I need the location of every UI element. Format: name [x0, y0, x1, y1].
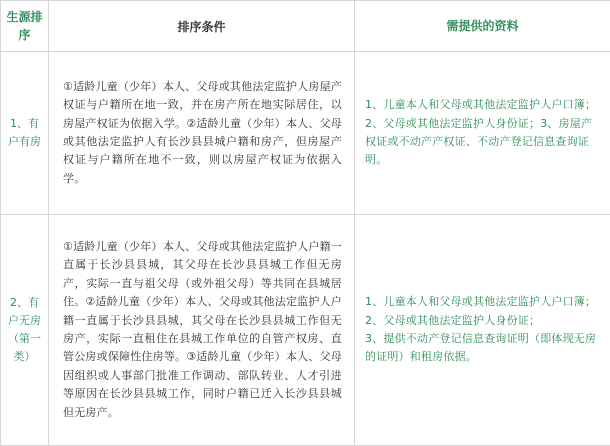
documents-text: 1、儿童本人和父母或其他法定监护人户口簿； 2、父母或其他法定监护人身份证； 3、提供不动产登记信息查询证明（即体现无房的证明）和租房依据。 — [365, 293, 600, 367]
header-enrollment-order — [1, 1, 49, 52]
conditions-text: ①适龄儿童（少年）本人、父母或其他法定监护人户籍一直属于长沙县县城，其父母在长沙县县城工作但无房产，实际一直与祖父母（或外祖父母）等共同在县城居住。②适龄儿童（少年）本人、父母或其他法定监护人户籍一直属于长沙县县城，其父母在长沙县县城工作但无房产，实际一直租住在县城工作单位的自管产权房、直管公房或保障性住房等。③适龄儿童（少年）本人、父母因组织或人事部门批准工作调动、部队转业、人才引进等原因在长沙县县城工作，同时户籍已迁入长沙县县城但无房产。 — [63, 238, 342, 422]
table-header-row — [1, 1, 610, 52]
header-ranking-conditions-text: 排序条件 — [177, 20, 225, 34]
conditions-cell — [49, 52, 355, 215]
row-label: 1、有户有房 — [8, 117, 41, 148]
header-required-documents — [355, 1, 610, 52]
table-row — [1, 215, 610, 446]
table-row — [1, 52, 610, 215]
row-label: 2、有户无房（第一类） — [8, 296, 41, 363]
conditions-text: ①适龄儿童（少年）本人、父母或其他法定监护人房屋产权证与户籍所在地一致，并在房产所在地实际居住，以房屋产权证为依据入学。②适龄儿童（少年）本人、父母或其他法定监护人有长沙县县城户籍和房产，但房屋产权证与户籍所在地不一致，则以房屋产权证为依据入学。 — [63, 78, 342, 188]
header-ranking-conditions — [49, 1, 355, 52]
row-label-cell — [1, 52, 49, 215]
row-label-cell — [1, 215, 49, 446]
conditions-cell — [49, 215, 355, 446]
documents-text: 1、儿童本人和父母或其他法定监护人户口簿；2、父母或其他法定监护人身份证；3、房屋产权证或不动产产权证、不动产登记信息查询证明。 — [365, 96, 600, 170]
documents-cell — [355, 215, 610, 446]
documents-cell — [355, 52, 610, 215]
header-enrollment-order-text: 生源排序 — [6, 10, 42, 42]
header-required-documents-text: 需提供的资料 — [446, 19, 518, 33]
